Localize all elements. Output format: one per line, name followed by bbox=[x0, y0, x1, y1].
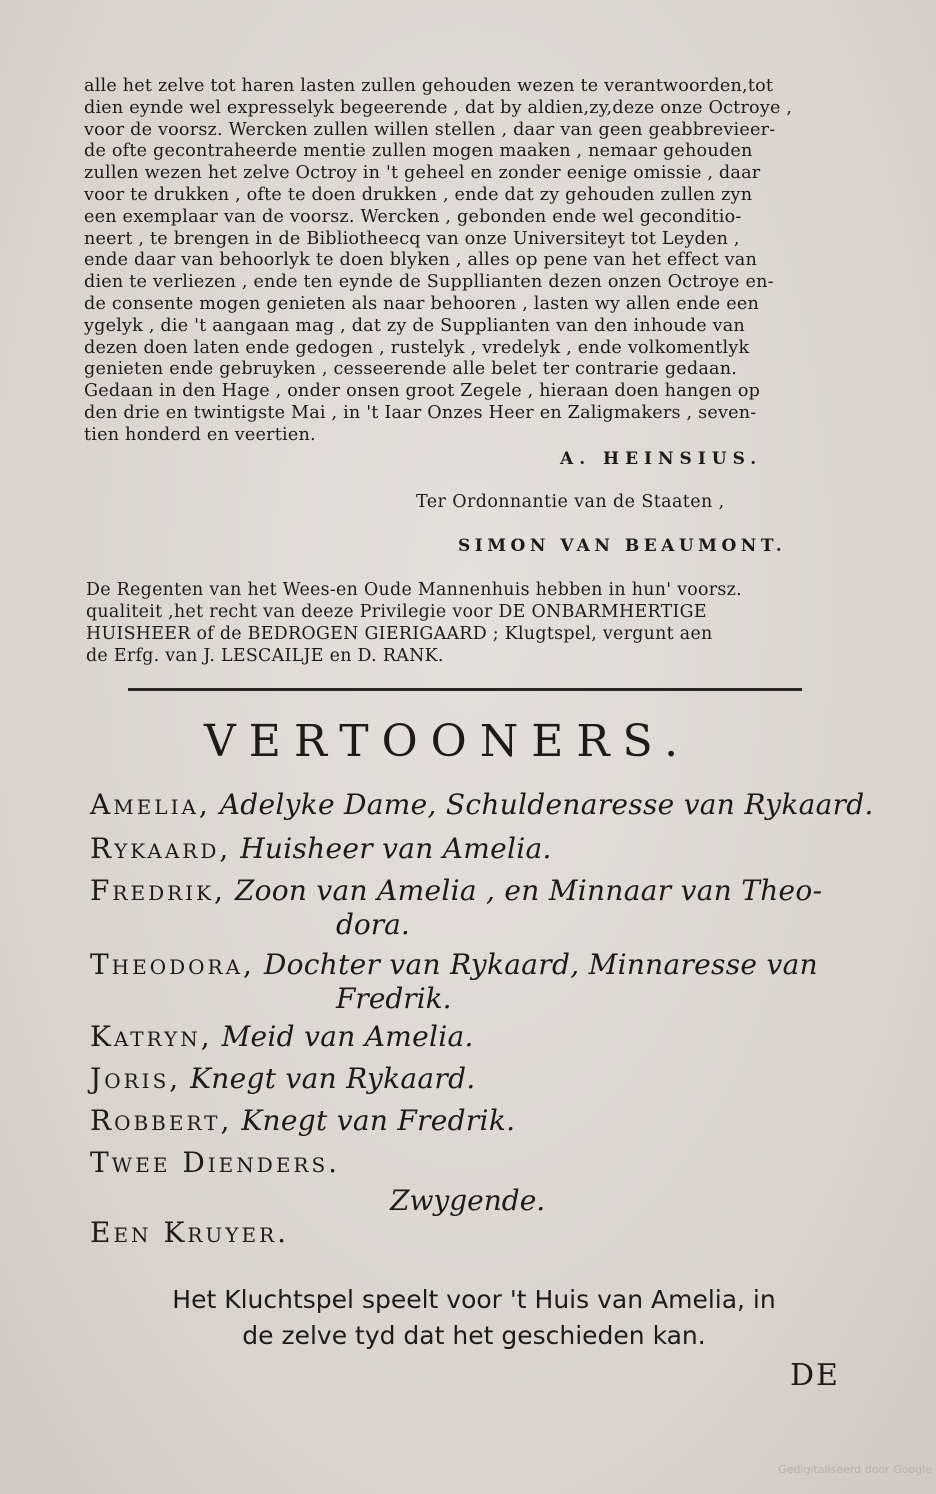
cast-name: Joris, bbox=[90, 1062, 182, 1095]
privilege-line: dien te verliezen , ende ten eynde de Suppllianten dezen onzen Octroye en- bbox=[84, 272, 774, 293]
privilege-line: voor de voorsz. Wercken zullen willen stellen , daar van geen geabbrevieer- bbox=[84, 119, 776, 140]
signature-heinsius: A. HEINSIUS. bbox=[560, 449, 763, 469]
privilege-line: voor te drukken , ofte te doen drukken , ende dat zy gehouden zullen zyn bbox=[84, 184, 753, 205]
regenten-line: HUISHEER of de BEDROGEN GIERIGAARD ; Klugtspel, vergunt aen bbox=[86, 624, 713, 644]
cast-role: Knegt van Fredrik. bbox=[241, 1104, 516, 1137]
privilege-line: ende daar van behoorlyk te doen blyken , alles op pene van het effect van bbox=[84, 250, 758, 271]
cast-name: Een Kruyer. bbox=[90, 1216, 290, 1249]
ordonnantie-line: Ter Ordonnantie van de Staaten , bbox=[416, 492, 725, 512]
cast-role: Huisheer van Amelia. bbox=[240, 832, 552, 865]
cast-name: Robbert, bbox=[90, 1104, 233, 1137]
setting-note-line: Het Kluchtspel speelt voor 't Huis van Amelia, in bbox=[172, 1285, 776, 1314]
privilege-line: dien eynde wel expresselyk begeerende , dat by aldien,zy,deze onze Octroye , bbox=[84, 97, 793, 118]
catchword: DE bbox=[790, 1358, 840, 1393]
cast-name: Theodora, bbox=[90, 948, 255, 981]
setting-note-line: de zelve tyd dat het geschieden kan. bbox=[242, 1321, 706, 1350]
cast-item bbox=[90, 788, 874, 821]
privilege-line: den drie en twintigste Mai , in 't Iaar Onzes Heer en Zaligmakers , seven- bbox=[84, 402, 757, 423]
cast-name: Rykaard, bbox=[90, 832, 232, 865]
cast-name: Fredrik, bbox=[90, 874, 226, 907]
regenten-line: qualiteit ,het recht van deeze Privilegie voor DE ONBARMHERTIGE bbox=[86, 602, 707, 622]
digitization-watermark: Gedigitaliseerd door Google bbox=[778, 1463, 932, 1476]
cast-role: Zoon van Amelia , en Minnaar van Theo- bbox=[234, 874, 823, 907]
privilege-line: neert , te brengen in de Bibliotheecq van onze Universiteyt tot Leyden , bbox=[84, 228, 740, 249]
section-divider bbox=[128, 688, 802, 691]
privilege-line: ygelyk , die 't aangaan mag , dat zy de Supplianten van den inhoude van bbox=[84, 315, 745, 336]
regenten-note bbox=[86, 579, 834, 667]
cast-name: Amelia, bbox=[90, 788, 211, 821]
cast-role-continued: dora. bbox=[336, 908, 410, 941]
cast-item bbox=[90, 1020, 474, 1053]
zwygende-note: Zwygende. bbox=[390, 1184, 546, 1217]
cast-role: Knegt van Rykaard. bbox=[190, 1062, 476, 1095]
privilege-line: alle het zelve tot haren lasten zullen gehouden wezen te verantwoorden,tot bbox=[84, 76, 774, 96]
cast-item bbox=[90, 1104, 515, 1137]
cast-role-continued: Fredrik. bbox=[336, 982, 452, 1015]
cast-name: Katryn, bbox=[90, 1020, 213, 1053]
cast-role: Adelyke Dame, Schuldenaresse van Rykaard. bbox=[219, 788, 874, 821]
privilege-line: de consente mogen genieten als naar behooren , lasten wy allen ende een bbox=[84, 293, 759, 314]
privilege-line: zullen wezen het zelve Octroy in 't geheel en zonder eenige omissie , daar bbox=[84, 163, 761, 184]
cast-item bbox=[90, 1062, 476, 1095]
privilege-line: tien honderd en veertien. bbox=[84, 424, 316, 445]
regenten-line: de Erfg. van J. LESCAILJE en D. RANK. bbox=[86, 646, 444, 666]
cast-item bbox=[90, 832, 552, 865]
privilege-line: Gedaan in den Hage , onder onsen groot Zegele , hieraan doen hangen op bbox=[84, 381, 761, 402]
privilege-line: een exemplaar van de voorsz. Wercken , gebonden ende wel geconditio- bbox=[84, 206, 742, 227]
regenten-line: De Regenten van het Wees-en Oude Mannenhuis hebben in hun' voorsz. bbox=[86, 580, 742, 600]
cast-item bbox=[90, 948, 818, 1015]
privilege-text bbox=[84, 76, 832, 447]
cast-role: Dochter van Rykaard, Minnaresse van bbox=[263, 948, 818, 981]
privilege-line: genieten ende gebruyken , cesseerende alle belet ter contrarie gedaan. bbox=[84, 359, 738, 380]
signature-beaumont: SIMON VAN BEAUMONT. bbox=[458, 536, 787, 556]
privilege-line: dezen doen laten ende gedogen , rustelyk , vredelyk , ende volkomentlyk bbox=[84, 337, 750, 358]
cast-name: Twee Dienders. bbox=[90, 1146, 341, 1179]
cast-role: Meid van Amelia. bbox=[221, 1020, 474, 1053]
setting-note bbox=[134, 1282, 814, 1354]
cast-heading: VERTOONERS. bbox=[204, 716, 692, 767]
cast-item bbox=[90, 874, 823, 941]
privilege-line: de ofte gecontraheerde mentie zullen mogen maaken , nemaar gehouden bbox=[84, 141, 753, 162]
cast-item bbox=[90, 1146, 340, 1179]
cast-item bbox=[90, 1216, 289, 1249]
